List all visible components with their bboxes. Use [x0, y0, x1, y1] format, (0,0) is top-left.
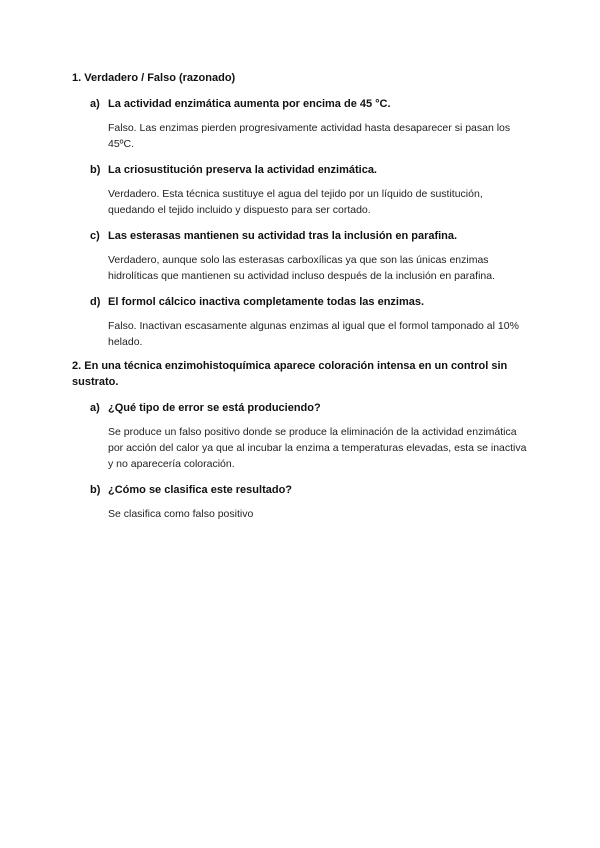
- section-2: [72, 358, 532, 522]
- answer-1a: Falso. Las enzimas pierden progresivamente actividad hasta desaparecer si pasan los 45ºC.: [108, 122, 511, 150]
- question-text: ¿Cómo se clasifica este resultado?: [108, 484, 293, 496]
- question-1d: [90, 294, 532, 310]
- question-1a: [90, 96, 532, 112]
- question-text: La criosustitución preserva la actividad enzimática.: [108, 164, 377, 176]
- question-text: La actividad enzimática aumenta por encima de 45 °C.: [108, 98, 391, 110]
- question-letter: a): [90, 402, 100, 414]
- question-letter: a): [90, 98, 100, 110]
- section-title: 1. Verdadero / Falso (razonado): [72, 72, 236, 84]
- question-2a: [90, 400, 532, 416]
- answer-1b: Verdadero. Esta técnica sustituye el agua del tejido por un líquido de sustitución, quedando el tejido incluido y dispuesto para ser cortado.: [108, 188, 483, 216]
- question-1c: [90, 228, 532, 244]
- question-1b: [90, 162, 532, 178]
- section-title: 2. En una técnica enzimohistoquímica aparece coloración intensa en un control sin sustrato.: [72, 360, 508, 388]
- question-text: Las esterasas mantienen su actividad tras la inclusión en parafina.: [108, 230, 458, 242]
- question-text: ¿Qué tipo de error se está produciendo?: [108, 402, 321, 414]
- answer-2b: Se clasifica como falso positivo: [108, 508, 254, 520]
- answer-2a: Se produce un falso positivo donde se produce la eliminación de la actividad enzimática por acción del calor ya que al incubar la enzima a temperaturas elevadas, esta se inactiva y no aparecería coloración.: [108, 426, 527, 470]
- question-letter: b): [90, 164, 101, 176]
- question-letter: c): [90, 230, 100, 242]
- question-text: El formol cálcico inactiva completamente todas las enzimas.: [108, 296, 425, 308]
- answer-1c: Verdadero, aunque solo las esterasas carboxílicas ya que son las únicas enzimas hidrolíticas que mantienen su actividad incluso después de la inclusión en parafina.: [108, 254, 495, 282]
- question-letter: d): [90, 296, 101, 308]
- question-2b: [90, 482, 532, 498]
- section-1: [72, 70, 532, 350]
- question-letter: b): [90, 484, 101, 496]
- answer-1d: Falso. Inactivan escasamente algunas enzimas al igual que el formol tamponado al 10% helado.: [108, 320, 519, 348]
